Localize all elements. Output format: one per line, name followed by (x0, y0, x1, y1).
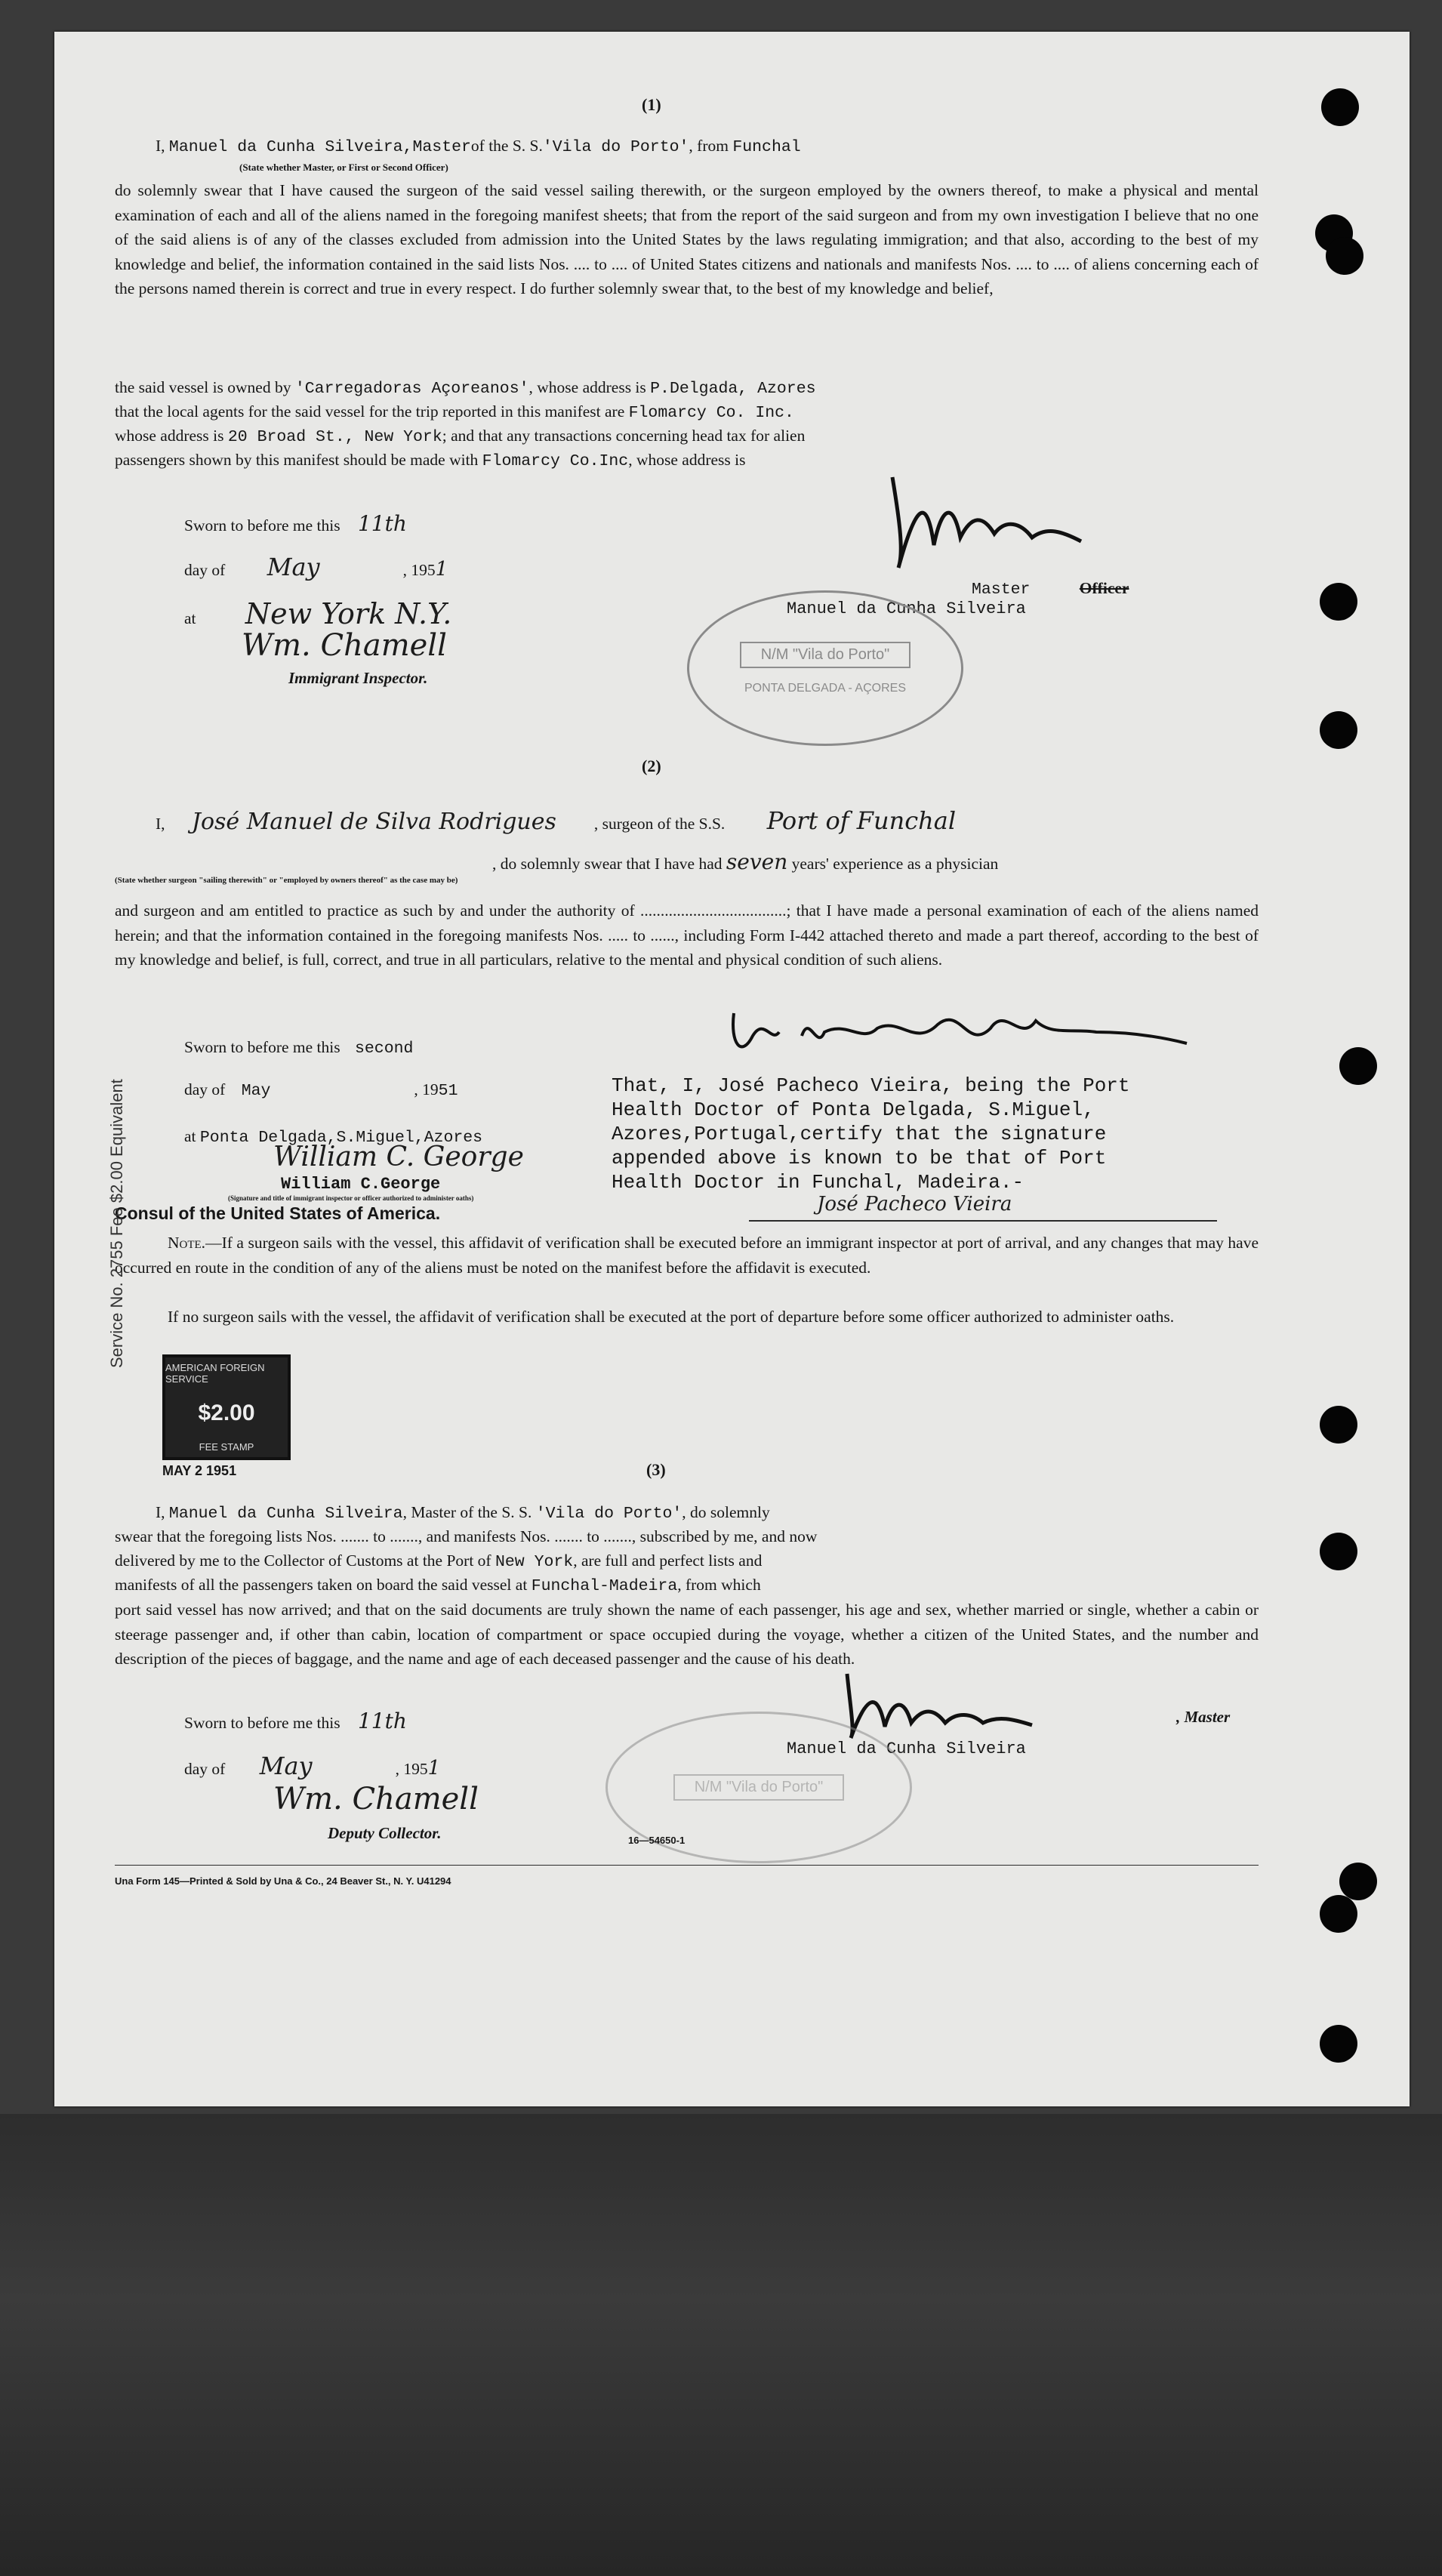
sworn-line (184, 1709, 407, 1735)
years-suffix: years' experience as a physician (791, 855, 999, 873)
master-name: Manuel da Cunha Silveira, (168, 138, 413, 156)
agents-name: Flomarcy Co. Inc. (628, 404, 794, 422)
agents-line (115, 400, 794, 425)
binder-hole (1320, 1406, 1357, 1444)
surgeon-name: José Manuel de Silva Rodrigues (191, 809, 556, 835)
binder-hole (1320, 711, 1357, 749)
agents-address-line (115, 424, 805, 449)
at-label: at (184, 609, 196, 627)
sworn-place-line (184, 597, 452, 630)
owner-name: 'Carregadoras Açoreanos' (294, 380, 529, 398)
inspector-title: Immigrant Inspector. (288, 669, 428, 687)
master-name: Manuel da Cunha Silveira (168, 1505, 403, 1523)
year-prefix: , 195 (395, 1760, 428, 1778)
stamp-bottom-text: PONTA DELGADA - AÇORES (744, 681, 906, 695)
day-of-label: day of (184, 1080, 226, 1098)
sworn-date-line (184, 1078, 458, 1103)
collector-signature: Wm. Chamell (273, 1782, 479, 1816)
consul-signature: William C. George (273, 1142, 524, 1172)
service-fee-vertical: Service No. 2755 Fee $2.00 Equivalent (107, 1079, 126, 1368)
surgeon-oath-body: and surgeon and am entitled to practice as such by and under the authority of ....................................; that I have made a personal examination of each of the aliens named herein; and that the information contained in the foregoing manifests Nos. ..... to ......, including Form I-442 attached thereto and made a part thereof, according to the best of my knowledge and belief, is full, correct, and true in all particulars, relative to the mental and physical condition of such aliens. (115, 901, 1259, 969)
certification-block (612, 1074, 1130, 1194)
head-tax-prefix: passengers shown by this manifest should be made with (115, 451, 479, 469)
owned-by-prefix: the said vessel is owned by (115, 378, 291, 396)
intro-prefix: I, (156, 137, 165, 155)
master-signature (870, 462, 1119, 575)
certification-line: appended above is known to be that of Port (612, 1147, 1107, 1169)
agents-address: 20 Broad St., New York (227, 428, 442, 446)
owner-address: P.Delgada, Azores (650, 380, 816, 398)
year-prefix: , 19 (414, 1080, 439, 1098)
note-text: —If a surgeon sails with the vessel, this affidavit of verification shall be executed before an immigrant inspector at port of arrival, and any changes that may have occurred en route in the condition of any of the aliens must be noted on the manifest before the affidavit is executed. (115, 1234, 1259, 1277)
master-signature-area-2 (828, 1666, 1055, 1742)
binder-hole (1320, 1533, 1357, 1570)
certification-signature: José Pacheco Vieira (817, 1193, 1012, 1216)
surgeon-of-label: , surgeon of the S.S. (593, 815, 726, 833)
master-signature-area (870, 462, 1119, 575)
sworn-month: May (259, 1752, 313, 1780)
binder-hole (1339, 1863, 1377, 1900)
sworn-label: Sworn to before me this (184, 1714, 340, 1732)
stamp-text: N/M "Vila do Porto" (740, 642, 911, 668)
day-of-label: day of (184, 561, 226, 579)
fee-stamp-top: AMERICAN FOREIGN SERVICE (165, 1362, 265, 1385)
agents-prefix: that the local agents for the said vessel for the trip reported in this manifest are (115, 402, 625, 421)
sworn-year: 51 (438, 1082, 458, 1100)
head-tax-line (115, 448, 745, 473)
surgeon-line (156, 806, 957, 836)
section-number: (2) (642, 756, 661, 775)
sworn-day: second (354, 1040, 414, 1058)
binder-hole (1321, 88, 1359, 126)
at-label: at (184, 1127, 196, 1145)
master-word: Master (412, 138, 471, 156)
sworn-label: Sworn to before me this (184, 516, 340, 535)
surgeon-signature-area (719, 991, 1202, 1066)
fee-stamp (162, 1354, 291, 1460)
master-oath-line (156, 134, 801, 159)
fee-stamp-value: $2.00 (198, 1400, 255, 1425)
manifest-page (54, 32, 1410, 2106)
day-of-label: day of (184, 1760, 226, 1778)
consul-typed-name: William C.George (281, 1175, 441, 1194)
sworn-month: May (241, 1082, 271, 1100)
sworn-place: New York N.Y. (245, 597, 452, 630)
master-oath-body: do solemnly swear that I have caused the surgeon of the said vessel sailing therewith, or the surgeon employed by the owners thereof, to make a physical and mental examination of each and all of the aliens named in the foregoing manifest sheets; that from the report of the said surgeon and from my own investigation I believe that no one of the said aliens is of any of the classes excluded from admission into the United States by the laws regulating immigration; and that also, according to the best of my knowledge and belief, the information contained in the said lists Nos. .... to .... of United States citizens and nationals and manifests Nos. .... to .... of aliens concerning each of the persons named therein is correct and true in every respect. I do further solemnly swear that, to the best of my knowledge and belief, (115, 181, 1259, 297)
lists-line: swear that the foregoing lists Nos. ....... to ......., and manifests Nos. ....... to ......., subscribed by me, and now (115, 1527, 818, 1545)
sworn-day: 11th (357, 1709, 407, 1733)
port-prefix: delivered by me to the Collector of Customs at the Port of (115, 1551, 491, 1570)
intro-prefix: I, (156, 1503, 165, 1521)
inspector-signature: Wm. Chamell (242, 628, 447, 663)
master-label: , Master (1176, 1708, 1231, 1726)
surgeon-state-note: (State whether surgeon "sailing therewith" or "employed by owners thereof" as the case may be) (115, 876, 458, 885)
master-of-label: , Master of the S. S. (402, 1503, 532, 1521)
footer-rule (115, 1865, 1259, 1866)
whose-address-label: , whose address is (528, 378, 646, 396)
sworn-date-line (184, 553, 448, 582)
port-name: New York (495, 1553, 574, 1571)
year-prefix: , 195 (402, 561, 436, 579)
vessel-stamp (687, 590, 963, 746)
owner-line (115, 376, 816, 401)
section-number: (1) (642, 95, 661, 114)
certification-line: Health Doctor of Ponta Delgada, S.Miguel, (612, 1098, 1095, 1121)
scanner-background (0, 2114, 1442, 2576)
head-tax-agent: Flomarcy Co.Inc (482, 452, 629, 470)
consul-title: Consul of the United States of America. (115, 1203, 441, 1223)
consul-small-note: (Signature and title of immigrant inspector or officer authorized to administer oaths) (228, 1194, 474, 1202)
master-typed-name: Manuel da Cunha Silveira (787, 599, 1026, 618)
certification-line: That, I, José Pacheco Vieira, being the Port (612, 1074, 1130, 1097)
note-paragraph-2: If no surgeon sails with the vessel, the affidavit of verification shall be executed at the port of departure before some officer authorized to administer oaths. (168, 1308, 1175, 1326)
surgeon-experience-line (492, 850, 998, 876)
section-number: (3) (646, 1460, 666, 1479)
port-from-suffix: , from which (677, 1576, 761, 1594)
master-declaration-line (156, 1501, 770, 1526)
head-tax-address-label: , whose address is (628, 451, 746, 469)
sworn-date-line (184, 1752, 441, 1781)
swear-label: , do solemnly (682, 1503, 770, 1521)
certification-rule (749, 1220, 1217, 1222)
master-typed-name: Manuel da Cunha Silveira (787, 1739, 1026, 1758)
state-whether-note: (State whether Master, or First or Second Officer) (239, 162, 448, 173)
master-label: Master (972, 581, 1031, 599)
from-word: , from (689, 137, 729, 155)
port-from-prefix: manifests of all the passengers taken on board the said vessel at (115, 1576, 528, 1594)
sworn-line (184, 512, 407, 538)
vessel-name: 'Vila do Porto' (542, 138, 689, 156)
binder-hole (1339, 1047, 1377, 1085)
collector-title: Deputy Collector. (328, 1824, 442, 1842)
master-signature (828, 1666, 1055, 1742)
sworn-place: Ponta Delgada,S.Miguel,Azores (199, 1129, 483, 1147)
port-from: Funchal-Madeira (531, 1577, 678, 1595)
agents-address-prefix: whose address is (115, 427, 224, 445)
certification-line: Health Doctor in Funchal, Madeira.- (612, 1171, 1024, 1194)
port-suffix: , are full and perfect lists and (573, 1551, 763, 1570)
master-label-line (972, 577, 1129, 602)
sworn-line (184, 1036, 413, 1061)
of-the-ss: of the S. S. (470, 137, 543, 155)
binder-hole (1320, 2025, 1357, 2063)
sworn-year: 1 (427, 1757, 441, 1779)
swear-text: , do solemnly swear that I have had (492, 855, 723, 873)
port-line (115, 1549, 762, 1574)
sworn-label: Sworn to before me this (184, 1038, 340, 1056)
declaration-body: port said vessel has now arrived; and that on the said documents are truly shown the name of each passenger, his age and sex, whether married or single, whether a cabin or steerage passenger and, if other than cabin, location of compartment or space occupied during the voyage, whether a citizen of the United States, and the number and description of the pieces of baggage, and the name and age of each deceased passenger and the cause of his death. (115, 1601, 1259, 1668)
binder-hole (1320, 1895, 1357, 1933)
officer-label: Officer (1079, 579, 1129, 597)
printer-credit: Una Form 145—Printed & Sold by Una & Co., 24 Beaver St., N. Y. U41294 (115, 1875, 451, 1887)
head-tax-text: ; and that any transactions concerning head tax for alien (442, 427, 806, 445)
fee-stamp-date: MAY 2 1951 (162, 1463, 237, 1478)
fee-stamp-bottom: FEE STAMP (199, 1441, 254, 1453)
surgeon-vessel: Port of Funchal (766, 806, 957, 835)
surgeon-signature (719, 991, 1202, 1066)
port-from: Funchal (732, 138, 801, 156)
sworn-year: 1 (435, 558, 448, 581)
port-from-line (115, 1573, 761, 1598)
note-label: Note. (168, 1234, 206, 1252)
sworn-day: 11th (357, 511, 407, 536)
stamp-text: N/M "Vila do Porto" (673, 1774, 845, 1801)
note-paragraph (115, 1231, 1259, 1280)
binder-hole (1320, 583, 1357, 621)
certification-line: Azores,Portugal,certify that the signature (612, 1123, 1107, 1145)
intro-prefix: I, (156, 815, 165, 833)
binder-hole (1326, 237, 1363, 275)
years-experience: seven (726, 849, 788, 874)
form-code: 16—54650-1 (628, 1835, 686, 1846)
sworn-month: May (267, 553, 320, 581)
vessel-name: 'Vila do Porto' (535, 1505, 682, 1523)
